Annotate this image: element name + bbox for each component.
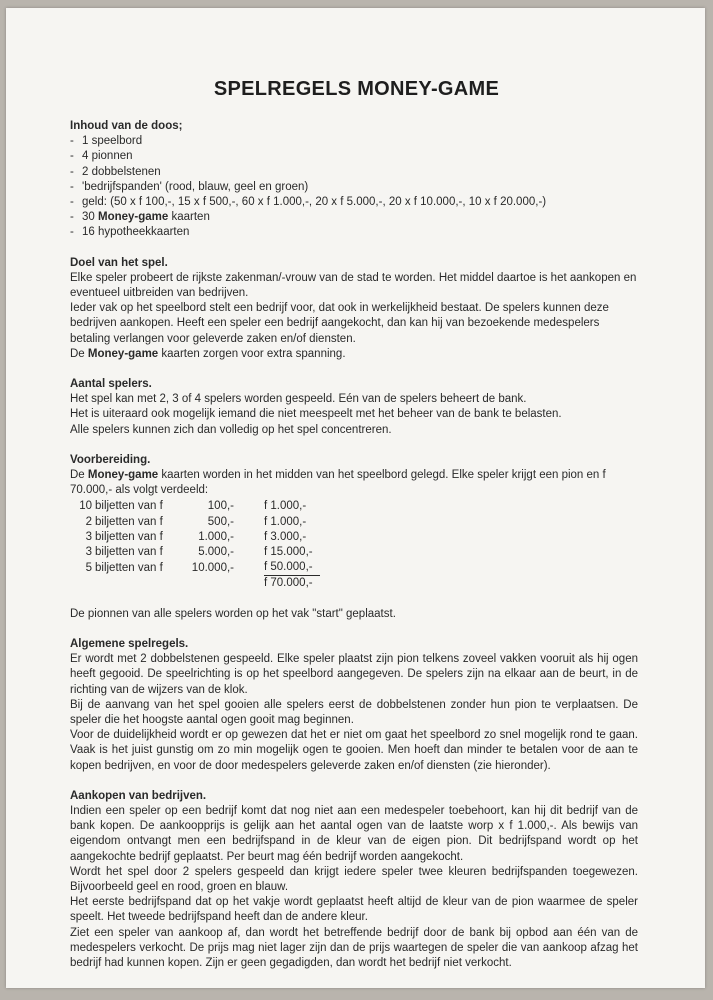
heading-aantal: Aantal spelers. [70,378,152,391]
section-aankopen [70,789,638,971]
paragraph: Er wordt met 2 dobbelstenen gespeeld. Elke speler plaatst zijn pion telkens zoveel vakken vooruit als hij ogen heeft gegooid. De speelrichting is op het speelbord aangegeven. De spelers zijn na elkaar aan de beurt, in de richting van de wijzers van de klok. [70,653,638,696]
note-sum: f 3.000,- [264,530,307,543]
table-row [70,560,320,576]
note-value: 100,- [207,500,234,513]
money-distribution-table [70,499,320,591]
paragraph: Het spel kan met 2, 3 of 4 spelers worden gespeeld. Eén van de spelers beheert de bank. [70,393,527,406]
text: De [70,347,88,360]
note-count: 5 [85,561,92,574]
note-count: 3 [85,546,92,559]
paragraph: Ziet een speler van aankoop af, dan wordt het betreffende bedrijf door de bank bij opbod aan één van de medespelers verkocht. De prijs mag niet lager zijn dan de prijs waartegen de speler die van aankoop afzag het bedrijf had kunnen kopen. Zijn er geen gegadigden, dan wordt het bedrijf niet verkocht. [70,926,638,969]
note-label: biljetten van f [95,561,163,574]
note-count: 10 [79,500,92,513]
page-title: SPELREGELS MONEY-GAME [213,78,500,100]
spacer [95,576,182,592]
total-sum: f 70.000,- [264,577,313,590]
list-item: - 1 speelbord [70,134,638,149]
list-item: - 16 hypotheekkaarten [70,225,638,240]
paragraph: Het eerste bedrijfspand dat op het vakje wordt geplaatst heeft altijd de kleur van de pion waarmee de speler speelt. Het tweede bedrijfspand heeft dan de andere kleur. [70,896,638,924]
heading-voorbereiding: Voorbereiding. [70,453,151,466]
total-row [70,576,320,592]
brand-name: Money-game [87,347,159,360]
paragraph [70,347,638,362]
section-voorbereiding [70,453,638,622]
brand-name: Money-game [98,211,169,224]
list-item [70,210,638,225]
list-item: - geld: (50 x f 100,-, 15 x f 500,-, 60 x f 1.000,-, 20 x f 5.000,-, 20 x f 10.000,-, 10 x f 20.000,-) [70,195,638,210]
table-row [70,499,320,514]
contents-list [70,134,638,240]
note-value: 500,- [207,515,234,528]
paragraph: Wordt het spel door 2 spelers gespeeld dan krijgt iedere speler twee kleuren bedrijfspanden toegewezen. Bijvoorbeeld geel en rood, groen en blauw. [70,865,638,893]
paragraph: Indien een speler op een bedrijf komt dat nog niet aan een medespeler toebehoort, kan hij dit bedrijf van de bank kopen. De aankoopprijs is gelijk aan het aantal ogen van de laatste worp x f 1.000,-. Als bewijs van eigendom ontvangt men een bedrijfspand in de kleur van de eigen pion. Dit bedrijfspand wordt op het aangekochte bedrijf geplaatst. Per beurt mag één bedrijf worden aangekocht. [70,804,638,863]
text: kaarten worden in het midden van het speelbord gelegd. Elke speler krijgt een pion en f 70.000,- als volgt verdeeld: [70,469,606,497]
note-value: 5.000,- [198,546,234,559]
section-inhoud [70,119,638,241]
note-label: biljetten van f [95,546,163,559]
spacer [70,576,95,592]
gap [237,545,264,560]
gap [237,576,264,592]
note-count: 2 [85,515,92,528]
paragraph: Alle spelers kunnen zich dan volledig op het spel concentreren. [70,423,392,436]
table-row [70,530,320,545]
heading-algemeen: Algemene spelregels. [70,637,189,650]
gap [237,530,264,545]
rules-content [70,119,638,971]
paragraph: Elke speler probeert de rijkste zakenman/-vrouw van de stad te worden. Het middel daartoe is het aankopen en eventueel uitbreiden van bedrijven. [70,271,637,300]
table-row [70,515,320,530]
note-sum: f 15.000,- [264,546,313,559]
note-count: 3 [85,530,92,543]
table-row [70,545,320,560]
heading-aankopen: Aankopen van bedrijven. [70,789,207,802]
paragraph [70,468,638,498]
note-label: biljetten van f [95,500,163,513]
paragraph: Ieder vak op het speelbord stelt een bedrijf voor, dat ook in werkelijkheid bestaat. De spelers kunnen deze bedrijven aankopen. Heeft een speler een bedrijf aangekocht, dan kan hij van bezoekende medespelers betaling verlangen voor geleverde zaken en/of diensten. [70,302,609,345]
gap [237,499,264,514]
section-aantal [70,377,638,438]
paragraph: Voor de duidelijkheid wordt er op gewezen dat het er niet om gaat het speelbord zo snel mogelijk rond te gaan. Vaak is het juist gunstig om zo min mogelijk ogen te gooien. Men hoeft dan minder te betalen voor de aan te kopen bedrijven, en voor de door medespelers geleverde zaken en/of diensten (zie hieronder). [70,729,638,772]
heading-inhoud: Inhoud van de doos; [70,120,183,132]
section-algemeen [70,637,638,774]
paragraph: Het is uiteraard ook mogelijk iemand die niet meespeelt met het beheer van de bank te belasten. [70,408,562,421]
spacer [182,576,237,592]
note-label: biljetten van f [95,515,163,528]
paragraph: De pionnen van alle spelers worden op het vak "start" geplaatst. [70,607,396,620]
note-label: biljetten van f [95,530,163,543]
note-sum: f 50.000,- [264,560,320,576]
section-doel [70,256,638,362]
text: kaarten zorgen voor extra spanning. [158,347,346,360]
note-sum: f 1.000,- [264,515,307,528]
brand-name: Money-game [87,469,159,482]
gap [237,515,264,530]
list-item: - 2 dobbelstenen [70,165,638,180]
note-sum: f 1.000,- [264,500,307,513]
note-value: 1.000,- [198,530,234,543]
list-item: - 'bedrijfspanden' (rood, blauw, geel en groen) [70,180,638,195]
heading-doel: Doel van het spel. [70,256,168,269]
text: De [70,469,88,482]
note-value: 10.000,- [191,561,234,574]
text: 30 [82,211,98,224]
gap [237,560,264,576]
list-item: - 4 pionnen [70,149,638,164]
paragraph: Bij de aanvang van het spel gooien alle spelers eerst de dobbelstenen zonder hun pion te verplaatsen. De speler die het hoogste aantal ogen gooit mag beginnen. [70,698,638,726]
text: kaarten [168,211,210,224]
